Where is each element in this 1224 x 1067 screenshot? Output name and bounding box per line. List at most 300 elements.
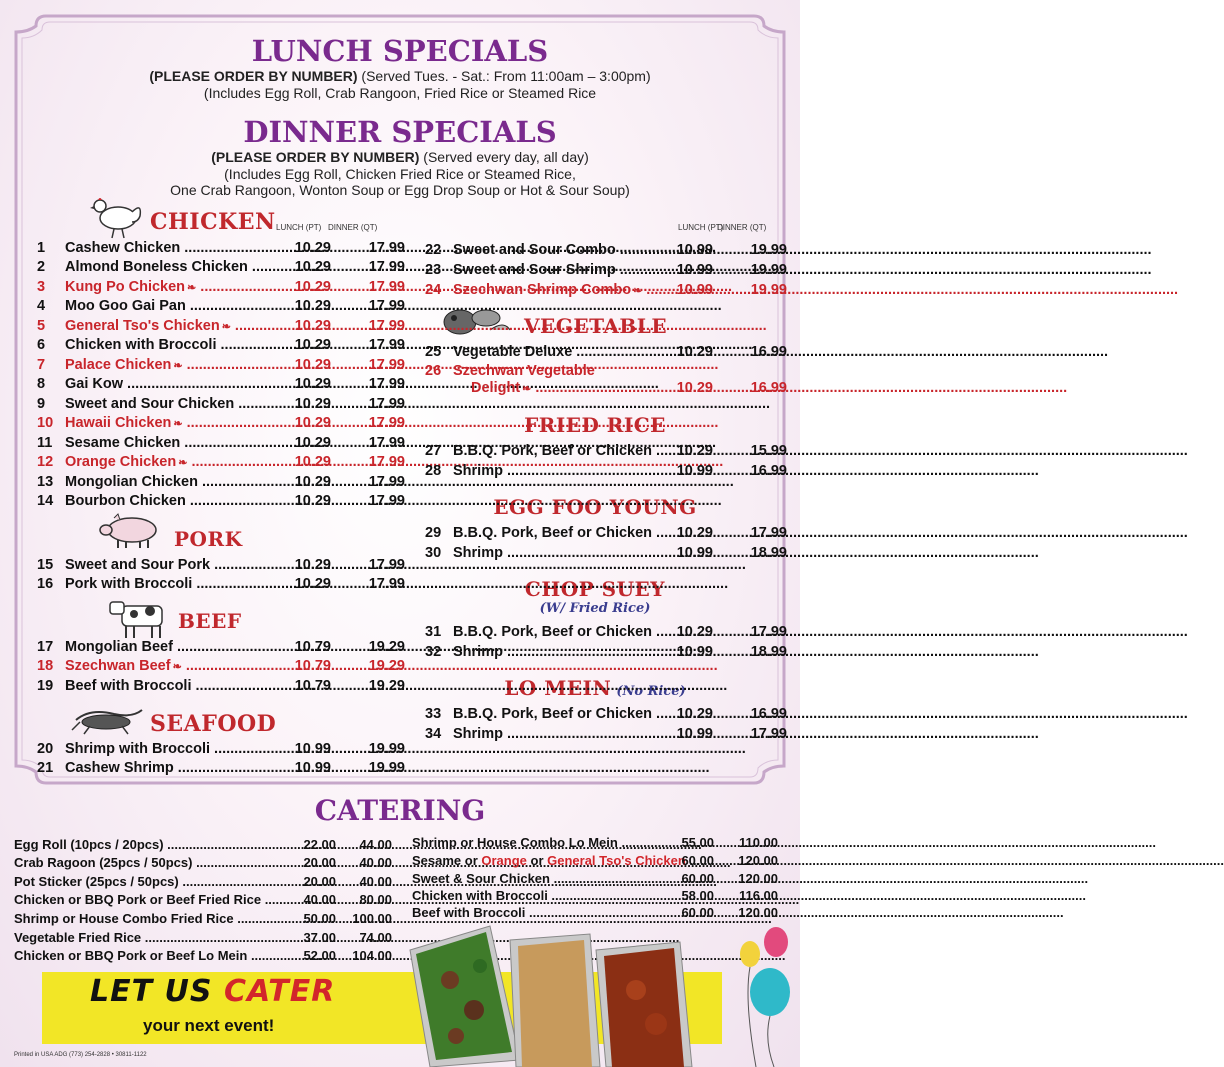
item-number: 32 (425, 644, 442, 660)
item-number: 12 (37, 454, 54, 470)
price-dinner: 17.99 (368, 279, 405, 295)
price-lunch: 10.29 (294, 454, 331, 470)
price-lunch: 10.29 (294, 337, 331, 353)
item-name-text: Moo Goo Gai Pan (65, 298, 186, 314)
catering-item-name-text: Crab Ragoon (25pcs / 50pcs) (14, 855, 193, 870)
catering-price-large: 120.00 (738, 905, 778, 920)
catering-item (14, 854, 392, 871)
price-lunch: 10.29 (676, 706, 713, 722)
right-menu-item (425, 379, 787, 398)
price-lunch: 10.29 (676, 525, 713, 541)
catering-item-name (14, 836, 286, 853)
price-dinner: 18.99 (750, 545, 787, 561)
right-menu-item (425, 281, 787, 300)
left-menu-item (37, 473, 405, 492)
lunch-served: (Served Tues. - Sat.: From 11:00am – 3:00pm) (357, 68, 651, 84)
price-lunch: 10.29 (294, 298, 331, 314)
item-name-text: Shrimp (453, 726, 503, 742)
price-dinner: 19.99 (750, 282, 787, 298)
catering-price-small: 37.00 (303, 930, 336, 945)
item-name-text: Mongolian Beef (65, 639, 173, 655)
item-name (453, 281, 699, 301)
left-menu-item (37, 395, 405, 414)
item-name (65, 414, 315, 434)
price-lunch: 10.79 (294, 658, 331, 674)
price-lunch: 10.29 (676, 443, 713, 459)
item-name-text: Mongolian Chicken (65, 474, 198, 490)
price-lunch: 10.99 (676, 282, 713, 298)
item-number: 1 (37, 240, 46, 256)
item-name (65, 258, 315, 277)
catering-price-small: 20.00 (303, 874, 336, 889)
item-name-text: Szechwan Vegetable (453, 363, 595, 379)
right-menu-item (425, 343, 787, 362)
item-name-text: Sweet and Sour Shrimp (453, 262, 616, 278)
price-lunch: 10.99 (676, 726, 713, 742)
item-name (65, 473, 315, 492)
item-number: 5 (37, 318, 46, 334)
item-name (453, 705, 699, 724)
catering-price-large: 80.00 (359, 892, 392, 907)
item-name-text: Cashew Shrimp (65, 760, 174, 776)
left-menu-item (37, 239, 405, 258)
section-vegetable: VEGETABLE (524, 314, 668, 338)
item-name-text: Almond Boneless Chicken (65, 259, 248, 275)
catering-item (14, 873, 392, 890)
price-dinner: 18.99 (750, 644, 787, 660)
price-dinner: 17.99 (368, 557, 405, 573)
price-lunch: 10.99 (294, 741, 331, 757)
catering-item-name (412, 834, 692, 851)
price-dinner: 17.99 (368, 318, 405, 334)
catering-price-small: 20.00 (303, 855, 336, 870)
catering-price-large: 40.00 (359, 855, 392, 870)
catering-price-small: 52.00 (303, 948, 336, 963)
item-name-text: Sesame Chicken (65, 435, 181, 451)
item-name-text: Sweet and Sour Combo (453, 242, 616, 258)
chicken-icon (88, 192, 144, 240)
catering-price-small: 60.00 (681, 871, 714, 886)
item-name (65, 375, 315, 394)
item-name (65, 740, 315, 759)
section-pork: PORK (174, 527, 243, 551)
price-dinner: 19.99 (750, 262, 787, 278)
sesame-part-general-tso: General Tso's Chicken (547, 853, 686, 868)
catering-price-small: 60.00 (681, 853, 714, 868)
left-menu-item (37, 453, 405, 472)
pepper-icon: ❧ (522, 383, 532, 395)
item-number: 16 (37, 576, 54, 592)
price-dinner: 19.29 (368, 658, 405, 674)
price-lunch: 10.29 (294, 396, 331, 412)
item-name (65, 278, 315, 298)
item-name (453, 643, 699, 662)
col-header-dinner-right: DINNER (QT) (717, 223, 767, 232)
right-menu-item (425, 462, 787, 481)
item-name (65, 638, 315, 657)
catering-item-name-text: Vegetable Fried Rice (14, 930, 142, 945)
sesame-part-3: or (526, 853, 548, 868)
item-number: 31 (425, 624, 442, 640)
item-number: 25 (425, 344, 442, 360)
food-trays-image (400, 920, 700, 1067)
item-name-text: B.B.Q. Pork, Beef or Chicken (453, 624, 653, 640)
catering-price-small: 50.00 (303, 911, 336, 926)
catering-item-name (412, 887, 692, 904)
item-name-text: Beef with Broccoli (65, 678, 192, 694)
item-name (65, 297, 315, 316)
left-menu-item (37, 638, 405, 657)
price-dinner: 17.99 (368, 435, 405, 451)
price-lunch: 10.29 (294, 318, 331, 334)
item-name (65, 395, 315, 414)
col-header-dinner-left: DINNER (QT) (328, 223, 378, 232)
item-number: 2 (37, 259, 46, 275)
item-name-text: Sweet and Sour Pork (65, 557, 211, 573)
dinner-includes-1: (Includes Egg Roll, Chicken Fried Rice or Steamed Rice, (224, 166, 576, 182)
left-menu-item (37, 375, 405, 394)
item-number: 30 (425, 545, 442, 561)
price-dinner: 17.99 (368, 454, 405, 470)
price-dinner: 17.99 (750, 624, 787, 640)
price-lunch: 10.29 (676, 624, 713, 640)
section-chicken: CHICKEN (150, 209, 276, 235)
price-lunch: 10.29 (294, 376, 331, 392)
pepper-icon: ❧ (221, 321, 231, 333)
price-lunch: 10.29 (294, 415, 331, 431)
left-menu-item (37, 556, 405, 575)
item-name-text: Shrimp (453, 463, 503, 479)
catering-item-name-text: Beef with Broccoli (412, 905, 526, 920)
item-name-text: General Tso's Chicken (65, 318, 220, 334)
pepper-icon: ❧ (173, 360, 183, 372)
item-number: 19 (37, 678, 54, 694)
left-menu-item (37, 258, 405, 277)
price-dinner: 17.99 (368, 240, 405, 256)
item-name-text: B.B.Q. Pork, Beef or Chicken (453, 443, 653, 459)
item-number: 18 (37, 658, 54, 674)
price-dinner: 16.99 (750, 463, 787, 479)
price-lunch: 10.29 (294, 493, 331, 509)
price-dinner: 17.99 (368, 474, 405, 490)
catering-item-name-text: Chicken or BBQ Pork or Beef Fried Rice (14, 892, 262, 907)
catering-price-large: 44.00 (359, 837, 392, 852)
catering-price-large: 120.00 (738, 871, 778, 886)
balloons-icon (720, 920, 800, 1067)
price-lunch: 10.99 (676, 644, 713, 660)
dinner-includes-2: One Crab Rangoon, Wonton Soup or Egg Drop Soup or Hot & Sour Soup) (170, 182, 630, 198)
right-menu-item (425, 261, 787, 280)
catering-item-name (14, 873, 286, 890)
item-name-text: Szechwan Shrimp Combo (453, 282, 632, 298)
banner-let-us: LET US (90, 974, 224, 1009)
right-menu-item-line1 (425, 362, 765, 381)
item-number: 7 (37, 357, 46, 373)
catering-price-large: 40.00 (359, 874, 392, 889)
col-header-lunch-left: LUNCH (PT) (276, 223, 322, 232)
item-name (65, 317, 315, 337)
catering-item-sesame (412, 852, 782, 869)
item-number: 15 (37, 557, 54, 573)
item-name-text: Vegetable Deluxe (453, 344, 573, 360)
section-fried-rice: FRIED RICE (524, 413, 666, 437)
item-name-text: Shrimp (453, 644, 503, 660)
price-dinner: 17.99 (368, 298, 405, 314)
price-dinner: 19.99 (368, 760, 405, 776)
catering-item-name-text: Shrimp or House Combo Lo Mein (412, 835, 618, 850)
item-name (65, 556, 315, 575)
item-name-text: Kung Po Chicken (65, 279, 186, 295)
item-name (453, 725, 699, 744)
lobster-icon (70, 702, 146, 736)
item-name-text: Gai Kow (65, 376, 124, 392)
left-menu-item (37, 677, 405, 696)
item-number: 27 (425, 443, 442, 459)
lunch-title: LUNCH SPECIALS (251, 34, 549, 68)
lunch-includes: (Includes Egg Roll, Crab Rangoon, Fried Rice or Steamed Rice (203, 85, 597, 101)
catering-item (14, 891, 392, 908)
catering-title: CATERING (314, 794, 486, 827)
catering-price-large: 104.00 (352, 948, 392, 963)
price-lunch: 10.29 (294, 357, 331, 373)
printed-footer: Printed in USA ADG (773) 254-2828 • 30811-1122 (14, 1052, 147, 1058)
item-number: 20 (37, 741, 54, 757)
price-dinner: 19.99 (750, 242, 787, 258)
left-menu-item (37, 740, 405, 759)
price-dinner: 17.99 (368, 493, 405, 509)
item-name (65, 239, 315, 258)
catering-item-name (14, 929, 286, 946)
left-menu-item (37, 575, 405, 594)
price-lunch: 10.29 (294, 435, 331, 451)
left-menu-item (37, 414, 405, 433)
chop-suey-note: (W/ Fried Rice) (539, 601, 651, 616)
catering-price-small: 58.00 (681, 888, 714, 903)
item-name (453, 544, 699, 563)
price-dinner: 17.99 (750, 726, 787, 742)
item-name (453, 343, 699, 362)
item-number: 21 (37, 760, 54, 776)
left-menu-item (37, 356, 405, 375)
sesame-part-orange: Orange (481, 853, 527, 868)
price-lunch: 10.99 (676, 242, 713, 258)
price-dinner: 16.99 (750, 344, 787, 360)
price-lunch: 10.29 (676, 380, 713, 396)
right-menu-item (425, 544, 787, 563)
price-lunch: 10.99 (676, 545, 713, 561)
catering-price-large: 120.00 (738, 853, 778, 868)
left-menu-item (37, 657, 405, 676)
section-beef: BEEF (178, 609, 242, 633)
left-menu-item (37, 492, 405, 511)
left-menu-item (37, 278, 405, 297)
catering-item-name-text: Chicken or BBQ Pork or Beef Lo Mein (14, 948, 248, 963)
item-name-text: Shrimp (453, 545, 503, 561)
price-lunch: 10.99 (294, 760, 331, 776)
right-menu-item (425, 705, 787, 724)
left-menu-item (37, 336, 405, 355)
catering-price-small: 60.00 (681, 905, 714, 920)
pepper-icon: ❧ (187, 282, 197, 294)
item-name-text: B.B.Q. Pork, Beef or Chicken (453, 525, 653, 541)
item-name (65, 336, 315, 355)
price-dinner: 19.99 (368, 741, 405, 757)
catering-item (412, 904, 782, 921)
price-dinner: 17.99 (368, 415, 405, 431)
item-name (453, 442, 699, 461)
price-dinner: 17.99 (368, 357, 405, 373)
item-number: 33 (425, 706, 442, 722)
item-number: 26 (425, 363, 442, 379)
catering-item (412, 834, 782, 851)
price-dinner: 16.99 (750, 706, 787, 722)
price-dinner: 15.99 (750, 443, 787, 459)
section-egg-foo-young: EGG FOO YOUNG (493, 495, 697, 519)
section-seafood: SEAFOOD (150, 711, 277, 737)
item-name (65, 356, 315, 376)
item-number: 29 (425, 525, 442, 541)
item-name-text: B.B.Q. Pork, Beef or Chicken (453, 706, 653, 722)
sesame-part-1: Sesame or (412, 853, 482, 868)
item-name-text: Hawaii Chicken (65, 415, 172, 431)
pepper-icon: ❧ (633, 285, 643, 297)
item-name (65, 759, 315, 778)
item-name-text: Pork with Broccoli (65, 576, 193, 592)
catering-item-name-text: Shrimp or House Combo Fried Rice (14, 911, 234, 926)
item-number: 34 (425, 726, 442, 742)
right-menu-item (425, 442, 787, 461)
item-name-text: Chicken with Broccoli (65, 337, 217, 353)
item-number: 28 (425, 463, 442, 479)
banner-subline: your next event! (143, 1016, 275, 1035)
dinner-served-line (0, 149, 800, 165)
catering-item-name-text: Egg Roll (10pcs / 20pcs) (14, 837, 164, 852)
price-lunch: 10.29 (294, 557, 331, 573)
catering-price-small: 40.00 (303, 892, 336, 907)
price-lunch: 10.29 (294, 279, 331, 295)
lo-mein-note: (No Rice) (616, 684, 686, 699)
price-lunch: 10.29 (294, 474, 331, 490)
dinner-order-note: (PLEASE ORDER BY NUMBER) (211, 149, 420, 165)
dinner-title: DINNER SPECIALS (243, 115, 557, 149)
price-lunch: 10.29 (676, 344, 713, 360)
catering-item (14, 836, 392, 853)
banner-headline (90, 974, 335, 1009)
catering-sesame-name (412, 852, 686, 869)
catering-item (14, 910, 392, 927)
item-name-text: Orange Chicken (65, 454, 177, 470)
left-menu-item (37, 317, 405, 336)
item-name (453, 524, 699, 543)
item-number: 22 (425, 242, 442, 258)
price-dinner: 17.99 (368, 337, 405, 353)
item-name-text: Sweet and Sour Chicken (65, 396, 235, 412)
catering-item (412, 870, 782, 887)
catering-price-small: 55.00 (681, 835, 714, 850)
pig-icon (96, 512, 164, 550)
catering-item-name (14, 891, 286, 908)
right-menu-item (425, 725, 787, 744)
item-number: 9 (37, 396, 46, 412)
price-lunch: 10.29 (294, 576, 331, 592)
section-chop-suey: CHOP SUEY (524, 577, 666, 601)
left-menu-item (37, 297, 405, 316)
item-name (471, 379, 699, 399)
lunch-served-line (0, 68, 800, 84)
item-number: 17 (37, 639, 54, 655)
catering-item-name (14, 947, 286, 964)
item-name (453, 623, 699, 642)
item-number: 14 (37, 493, 54, 509)
banner-cater: CATER (223, 974, 336, 1009)
price-lunch: 10.79 (294, 678, 331, 694)
catering-price-small: 22.00 (303, 837, 336, 852)
item-name-text: Szechwan Beef (65, 658, 171, 674)
lunch-order-note: (PLEASE ORDER BY NUMBER) (149, 68, 358, 84)
price-dinner: 17.99 (368, 576, 405, 592)
item-name-text: Cashew Chicken (65, 240, 181, 256)
item-number: 8 (37, 376, 46, 392)
catering-item-name (412, 904, 692, 921)
section-lo-mein: LO MEIN (504, 676, 612, 700)
price-dinner: 17.99 (368, 396, 405, 412)
item-name (65, 677, 315, 696)
item-name-text: Palace Chicken (65, 357, 172, 373)
item-number: 10 (37, 415, 54, 431)
catering-item-name (14, 854, 286, 871)
item-number: 13 (37, 474, 54, 490)
item-name (65, 657, 315, 677)
price-dinner: 17.99 (368, 259, 405, 275)
catering-item-name-text: Pot Sticker (25pcs / 50pcs) (14, 874, 179, 889)
catering-item-name-text: Sweet & Sour Chicken (412, 871, 550, 886)
pepper-icon: ❧ (173, 418, 183, 430)
catering-item (412, 887, 782, 904)
catering-price-large: 100.00 (352, 911, 392, 926)
pepper-icon: ❧ (172, 661, 182, 673)
catering-item-name (412, 870, 692, 887)
price-lunch: 10.99 (676, 262, 713, 278)
price-dinner: 17.99 (368, 376, 405, 392)
item-name (65, 492, 315, 511)
item-name (453, 241, 699, 260)
item-name-text: Shrimp with Broccoli (65, 741, 211, 757)
item-name-text: Bourbon Chicken (65, 493, 186, 509)
right-menu-item (425, 524, 787, 543)
price-dinner: 19.29 (368, 639, 405, 655)
price-lunch: 10.29 (294, 240, 331, 256)
catering-item (14, 929, 392, 946)
item-number: 3 (37, 279, 46, 295)
price-lunch: 10.29 (294, 259, 331, 275)
item-number: 4 (37, 298, 46, 314)
price-dinner: 19.29 (368, 678, 405, 694)
catering-price-large: 116.00 (738, 888, 778, 903)
catering-item-name (14, 910, 286, 927)
item-name (453, 462, 699, 481)
left-menu-item (37, 759, 405, 778)
catering-price-large: 110.00 (738, 835, 778, 850)
price-dinner: 17.99 (750, 525, 787, 541)
item-name-text: Delight (471, 380, 521, 396)
item-number: 23 (425, 262, 442, 278)
col-header-lunch-right: LUNCH (PT) (678, 223, 724, 232)
item-name (453, 261, 699, 280)
right-menu-item (425, 643, 787, 662)
right-menu-item (425, 623, 787, 642)
catering-item (14, 947, 392, 964)
item-name (65, 575, 315, 594)
